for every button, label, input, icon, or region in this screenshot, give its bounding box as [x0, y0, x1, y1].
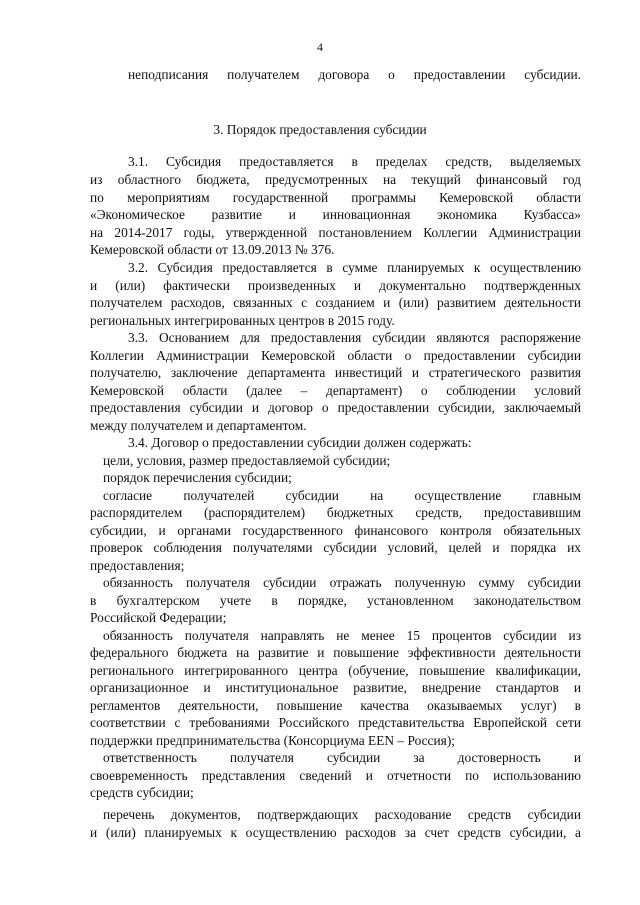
text-line: 3.1. Субсидия предоставляется в пределах средств, выделяемых — [128, 154, 581, 169]
text-line: согласие получателей субсидии на осуществление главным — [103, 488, 581, 503]
text-line: обязанность получателя направлять не менее 15 процентов субсидии из — [103, 628, 581, 643]
text-line: проверок соблюдения получателями субсидии условий, целей и порядка их — [90, 540, 581, 555]
text-line: субсидии, и органами государственного финансового контроля обязательных — [90, 523, 581, 538]
text-line: средств субсидии; — [90, 785, 194, 800]
text-line: цели, условия, размер предоставляемой субсидии; — [103, 453, 391, 468]
text-line: Российской Федерации; — [90, 610, 227, 625]
text-line: «Экономическое развитие и инновационная экономика Кузбасса» — [90, 207, 581, 222]
text-line: 3.4. Договор о предоставлении субсидии должен содержать: — [128, 435, 472, 450]
text-line: поддержки предпринимательства (Консорциума EEN – Россия); — [90, 733, 456, 748]
text-line: организационное и институциональное развитие, внедрение стандартов и — [90, 680, 581, 695]
text-line: предоставления субсидии и договор о предоставлении субсидии, заключаемый — [90, 400, 581, 415]
text-line: и (или) планируемых к осуществлению расходов за счет средств субсидии, а — [90, 825, 581, 840]
text-line: распорядителем (распорядителем) бюджетных средств, предоставившим — [90, 505, 581, 520]
text-line: в бухгалтерском учете в порядке, установленном законодательством — [90, 593, 581, 608]
text-line: предоставления; — [90, 558, 185, 573]
text-line: порядок перечисления субсидии; — [103, 470, 292, 485]
text-line: ответственность получателя субсидии за достоверность и — [103, 750, 581, 765]
text-line: из областного бюджета, предусмотренных на текущий финансовый год — [90, 172, 581, 187]
text-line: получателю, заключение департамента инвестиций и стратегического развития — [90, 365, 581, 380]
text-line: Кемеровской области (далее – департамент) о соблюдении условий — [90, 383, 581, 398]
text-line: Кемеровской области от 13.09.2013 № 376. — [90, 242, 335, 257]
text-line: на 2014-2017 годы, утвержденной постановлением Коллегии Администрации — [90, 225, 581, 240]
text-line: 3.3. Основанием для предоставления субсидии являются распоряжение — [128, 330, 581, 345]
text-line: перечень документов, подтверждающих расходование средств субсидии — [103, 807, 581, 822]
text-line: между получателем и департаментом. — [90, 418, 307, 433]
text-line: получателем расходов, связанных с созданием и (или) развитием деятельности — [90, 295, 581, 310]
text-line: и (или) фактически произведенных и документально подтвержденных — [90, 278, 581, 293]
text-line: своевременность представления сведений и отчетности по использованию — [90, 768, 581, 783]
text-line: Коллегии Администрации Кемеровской области о предоставлении субсидии — [90, 348, 581, 363]
text-line: неподписания получателем договора о предоставлении субсидии. — [128, 67, 581, 82]
text-line: регламентов деятельности, повышение качества оказываемых услуг) в — [90, 698, 581, 713]
text-line: по мероприятиям государственной программы Кемеровской области — [90, 190, 581, 205]
text-line: федерального бюджета на развитие и повышение эффективности деятельности — [90, 645, 581, 660]
section-heading: 3. Порядок предоставления субсидии — [213, 122, 427, 137]
text-line: соответствии с требованиями Российского представительства Европейской сети — [90, 715, 581, 730]
text-line: регионального интегрированного центра (обучение, повышение квалификации, — [90, 663, 581, 678]
text-line: обязанность получателя субсидии отражать полученную сумму субсидии — [103, 575, 581, 590]
page-number: 4 — [317, 40, 323, 54]
text-line: 3.2. Субсидия предоставляется в сумме планируемых к осуществлению — [128, 260, 581, 275]
text-line: региональных интегрированных центров в 2015 году. — [90, 313, 395, 328]
